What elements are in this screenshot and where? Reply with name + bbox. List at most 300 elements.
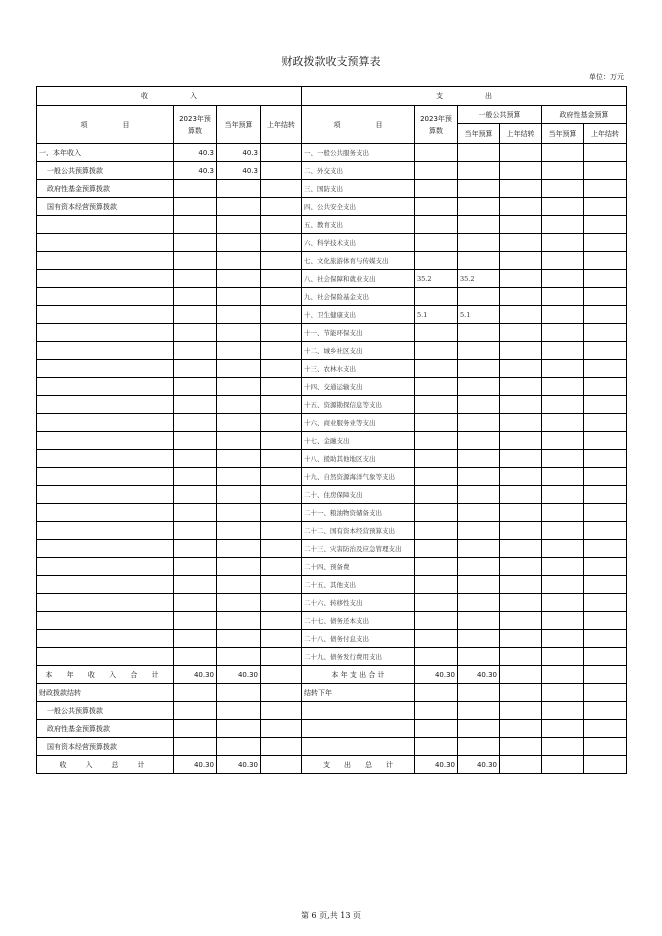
income-budget2023: [174, 288, 217, 306]
fund-carry: [584, 342, 627, 360]
carry-row: [37, 738, 627, 756]
general-current: [458, 288, 500, 306]
fund-current: [542, 738, 584, 756]
expense-budget2023: 5.1: [415, 306, 458, 324]
income-carry: [261, 468, 302, 486]
expense-budget2023: [415, 504, 458, 522]
income-budget2023: [174, 306, 217, 324]
income-item: 一、本年收入: [37, 144, 174, 162]
general-carry: [500, 396, 542, 414]
carry-row: [37, 702, 627, 720]
general-budget-header: 一般公共预算: [458, 106, 542, 124]
fund-current: [542, 666, 584, 684]
income-carry-header: 上年结转: [261, 106, 302, 144]
general-carry: [500, 162, 542, 180]
income-budget2023: [174, 630, 217, 648]
general-current-header: 当年预算: [458, 124, 500, 144]
income-carry: [261, 270, 302, 288]
fund-carry: [584, 738, 627, 756]
general-current: [458, 234, 500, 252]
table-row: [37, 378, 627, 396]
income-current: 40.3: [217, 144, 261, 162]
budget-table: [36, 86, 627, 774]
income-budget2023: [174, 594, 217, 612]
table-row: [37, 396, 627, 414]
table-row: [37, 162, 627, 180]
expense-item: 十一、节能环保支出: [302, 324, 415, 342]
expense-budget2023: [415, 486, 458, 504]
income-carry: [261, 162, 302, 180]
table-row: [37, 630, 627, 648]
income-item: [37, 522, 174, 540]
fund-current: [542, 324, 584, 342]
expense-item: 九、社会保险基金支出: [302, 288, 415, 306]
general-current: [458, 720, 500, 738]
income-item: [37, 288, 174, 306]
expense-budget2023: [415, 198, 458, 216]
fund-carry: [584, 576, 627, 594]
expense-budget2023: [415, 522, 458, 540]
fund-carry: [584, 216, 627, 234]
income-carry: [261, 702, 302, 720]
income-budget2023: [174, 684, 217, 702]
general-carry: [500, 648, 542, 666]
general-carry: [500, 342, 542, 360]
income-carry: [261, 414, 302, 432]
table-row: [37, 432, 627, 450]
expense-item: 十九、自然资源海洋气象等支出: [302, 468, 415, 486]
expense-budget2023: [415, 558, 458, 576]
fund-budget-header: 政府性基金预算: [542, 106, 627, 124]
expense-budget2023: [415, 450, 458, 468]
income-item: [37, 630, 174, 648]
income-carry: [261, 522, 302, 540]
expense-budget2023: [415, 324, 458, 342]
fund-carry: [584, 360, 627, 378]
expense-item: 支 出 总 计: [302, 756, 415, 774]
income-carry: [261, 756, 302, 774]
fund-current: [542, 360, 584, 378]
income-carry: [261, 324, 302, 342]
income-current-header: 当年预算: [217, 106, 261, 144]
general-current: [458, 414, 500, 432]
income-item: [37, 540, 174, 558]
general-current: 40.30: [458, 756, 500, 774]
income-current: [217, 540, 261, 558]
expense-item: 四、公共安全支出: [302, 198, 415, 216]
fund-current: [542, 378, 584, 396]
fund-carry: [584, 252, 627, 270]
income-carry: [261, 666, 302, 684]
expense-budget2023: [415, 630, 458, 648]
general-carry: [500, 216, 542, 234]
fund-carry: [584, 702, 627, 720]
income-carry: [261, 486, 302, 504]
general-carry: [500, 738, 542, 756]
fund-current: [542, 234, 584, 252]
income-carry: [261, 558, 302, 576]
income-budget2023: [174, 324, 217, 342]
general-current: [458, 252, 500, 270]
general-carry: [500, 612, 542, 630]
fund-current: [542, 756, 584, 774]
general-current: [458, 162, 500, 180]
income-current: [217, 648, 261, 666]
income-carry: [261, 612, 302, 630]
income-current: [217, 594, 261, 612]
fund-current: [542, 252, 584, 270]
income-item: 国有资本经营预算拨款: [37, 738, 174, 756]
general-current: [458, 468, 500, 486]
income-current: [217, 702, 261, 720]
expense-item: [302, 702, 415, 720]
income-current: [217, 576, 261, 594]
income-item: [37, 450, 174, 468]
general-current: [458, 432, 500, 450]
income-budget2023: [174, 360, 217, 378]
table-row: [37, 504, 627, 522]
income-carry: [261, 252, 302, 270]
expense-budget2023-header: 2023年预算数: [415, 106, 458, 144]
general-current: [458, 396, 500, 414]
fund-current: [542, 576, 584, 594]
income-item: [37, 594, 174, 612]
general-current: [458, 630, 500, 648]
expense-budget2023: [415, 378, 458, 396]
general-current: [458, 342, 500, 360]
expense-budget2023: 40.30: [415, 666, 458, 684]
table-row: [37, 450, 627, 468]
income-current: [217, 378, 261, 396]
income-budget2023: [174, 414, 217, 432]
table-row: [37, 414, 627, 432]
general-current: [458, 540, 500, 558]
income-budget2023: [174, 720, 217, 738]
fund-carry-header: 上年结转: [584, 124, 627, 144]
fund-current: [542, 198, 584, 216]
general-current: [458, 576, 500, 594]
fund-current: [542, 630, 584, 648]
table-row: [37, 468, 627, 486]
expense-budget2023: [415, 612, 458, 630]
page-footer: 第 6 页,共 13 页: [301, 911, 361, 920]
table-row: [37, 612, 627, 630]
fund-current: [542, 522, 584, 540]
income-current: [217, 306, 261, 324]
income-current: 40.30: [217, 666, 261, 684]
expense-item: 二十二、国有资本经营预算支出: [302, 522, 415, 540]
income-budget2023: [174, 522, 217, 540]
expense-budget2023: 35.2: [415, 270, 458, 288]
income-budget2023: 40.30: [174, 756, 217, 774]
income-budget2023: [174, 558, 217, 576]
income-budget2023: [174, 486, 217, 504]
expense-item: 十二、城乡社区支出: [302, 342, 415, 360]
fund-carry: [584, 144, 627, 162]
general-current: [458, 144, 500, 162]
income-budget2023: [174, 450, 217, 468]
income-carry: [261, 360, 302, 378]
income-item: [37, 486, 174, 504]
income-carry: [261, 450, 302, 468]
fund-carry: [584, 612, 627, 630]
income-item: [37, 252, 174, 270]
unit-label: 单位：万元: [589, 73, 624, 81]
expense-budget2023: [415, 396, 458, 414]
expense-item: 十七、金融支出: [302, 432, 415, 450]
income-carry: [261, 234, 302, 252]
income-current: [217, 216, 261, 234]
income-current: [217, 684, 261, 702]
expense-item: 十五、资源勘探信息等支出: [302, 396, 415, 414]
table-row: [37, 180, 627, 198]
subtotal-row: [37, 666, 627, 684]
fund-carry: [584, 486, 627, 504]
income-budget2023: [174, 378, 217, 396]
expense-item: 二十六、转移性支出: [302, 594, 415, 612]
general-carry: [500, 360, 542, 378]
general-carry: [500, 378, 542, 396]
income-current: [217, 630, 261, 648]
fund-carry: [584, 270, 627, 288]
income-carry: [261, 180, 302, 198]
income-item: [37, 270, 174, 288]
fund-current: [542, 684, 584, 702]
income-budget2023: [174, 396, 217, 414]
expense-budget2023: [415, 540, 458, 558]
income-item: [37, 324, 174, 342]
income-current: 40.3: [217, 162, 261, 180]
income-item: [37, 396, 174, 414]
expense-item: 十四、交通运输支出: [302, 378, 415, 396]
general-current: 40.30: [458, 666, 500, 684]
income-item: [37, 306, 174, 324]
expense-budget2023: [415, 414, 458, 432]
fund-carry: [584, 666, 627, 684]
income-item: [37, 648, 174, 666]
general-carry: [500, 756, 542, 774]
expense-item: 八、社会保障和就业支出: [302, 270, 415, 288]
general-carry: [500, 702, 542, 720]
income-budget2023: 40.30: [174, 666, 217, 684]
expense-budget2023: [415, 162, 458, 180]
fund-carry: [584, 684, 627, 702]
expense-item: 二十九、债务发行费用支出: [302, 648, 415, 666]
fund-carry: [584, 468, 627, 486]
income-item: 收 入 总 计: [37, 756, 174, 774]
income-current: [217, 360, 261, 378]
table-row: [37, 576, 627, 594]
fund-current: [542, 396, 584, 414]
fund-carry: [584, 540, 627, 558]
general-carry: [500, 324, 542, 342]
general-carry: [500, 234, 542, 252]
general-current: [458, 648, 500, 666]
table-row: [37, 594, 627, 612]
expense-item: 十八、援助其他地区支出: [302, 450, 415, 468]
general-current: [458, 360, 500, 378]
income-current: [217, 270, 261, 288]
income-current: [217, 414, 261, 432]
table-row: [37, 540, 627, 558]
fund-current: [542, 648, 584, 666]
income-budget2023: [174, 504, 217, 522]
table-row: [37, 198, 627, 216]
fund-carry: [584, 180, 627, 198]
general-carry: [500, 504, 542, 522]
expense-item: 五、教育支出: [302, 216, 415, 234]
expense-item-header: 项 目: [302, 106, 415, 144]
income-carry: [261, 342, 302, 360]
income-carry: [261, 594, 302, 612]
general-current: [458, 324, 500, 342]
income-current: [217, 738, 261, 756]
general-current: [458, 378, 500, 396]
fund-current: [542, 486, 584, 504]
general-carry: [500, 270, 542, 288]
general-carry: [500, 288, 542, 306]
income-budget2023: [174, 612, 217, 630]
general-carry: [500, 180, 542, 198]
expense-budget2023: [415, 288, 458, 306]
general-current: 5.1: [458, 306, 500, 324]
fund-carry: [584, 162, 627, 180]
expense-item: [302, 720, 415, 738]
income-carry: [261, 306, 302, 324]
expense-item: 本 年 支 出 合 计: [302, 666, 415, 684]
income-current: [217, 432, 261, 450]
general-carry: [500, 720, 542, 738]
income-item: 财政拨款结转: [37, 684, 174, 702]
expense-item: 二、外交支出: [302, 162, 415, 180]
income-item: [37, 414, 174, 432]
expense-budget2023: [415, 252, 458, 270]
fund-carry: [584, 756, 627, 774]
expense-budget2023: [415, 180, 458, 198]
fund-carry: [584, 558, 627, 576]
income-current: [217, 234, 261, 252]
table-row: [37, 486, 627, 504]
income-item: 政府性基金预算拨款: [37, 180, 174, 198]
general-carry: [500, 432, 542, 450]
income-item: 一般公共预算拨款: [37, 162, 174, 180]
fund-current: [542, 342, 584, 360]
income-current: [217, 522, 261, 540]
income-current: [217, 720, 261, 738]
expense-budget2023: [415, 342, 458, 360]
expense-budget2023: [415, 234, 458, 252]
income-budget2023: [174, 702, 217, 720]
general-current: [458, 594, 500, 612]
income-carry: [261, 720, 302, 738]
income-item: 本 年 收 入 合 计: [37, 666, 174, 684]
table-row: [37, 270, 627, 288]
general-carry-header: 上年结转: [500, 124, 542, 144]
general-current: [458, 180, 500, 198]
general-carry: [500, 630, 542, 648]
expense-budget2023: [415, 216, 458, 234]
fund-carry: [584, 630, 627, 648]
general-carry: [500, 522, 542, 540]
general-current: [458, 684, 500, 702]
income-current: [217, 180, 261, 198]
income-budget2023: [174, 540, 217, 558]
general-carry: [500, 558, 542, 576]
table-row: [37, 306, 627, 324]
fund-carry: [584, 432, 627, 450]
income-item: 国有资本经营预算拨款: [37, 198, 174, 216]
fund-current: [542, 306, 584, 324]
expense-item: 六、科学技术支出: [302, 234, 415, 252]
fund-carry: [584, 396, 627, 414]
income-carry: [261, 504, 302, 522]
income-carry: [261, 378, 302, 396]
income-carry: [261, 198, 302, 216]
expense-item: 二十、住房保障支出: [302, 486, 415, 504]
table-row: [37, 342, 627, 360]
fund-current: [542, 414, 584, 432]
fund-carry: [584, 378, 627, 396]
income-current: [217, 612, 261, 630]
general-carry: [500, 306, 542, 324]
expense-item: 三、国防支出: [302, 180, 415, 198]
income-carry: [261, 396, 302, 414]
expense-budget2023: [415, 360, 458, 378]
fund-carry: [584, 450, 627, 468]
income-current: [217, 486, 261, 504]
expense-item: 二十四、预备费: [302, 558, 415, 576]
expense-budget2023: [415, 738, 458, 756]
fund-current: [542, 432, 584, 450]
fund-current: [542, 468, 584, 486]
expense-budget2023: [415, 648, 458, 666]
expense-budget2023: [415, 432, 458, 450]
income-carry: [261, 738, 302, 756]
general-carry: [500, 144, 542, 162]
fund-current: [542, 504, 584, 522]
expense-item: 七、文化旅游体育与传媒支出: [302, 252, 415, 270]
general-carry: [500, 576, 542, 594]
income-item: [37, 432, 174, 450]
expense-budget2023: [415, 576, 458, 594]
expense-item: 结转下年: [302, 684, 415, 702]
fund-current: [542, 450, 584, 468]
table-row: [37, 252, 627, 270]
fund-carry: [584, 324, 627, 342]
table-row: [37, 522, 627, 540]
income-carry: [261, 540, 302, 558]
income-item-header: 项 目: [37, 106, 174, 144]
expense-budget2023: [415, 594, 458, 612]
income-item: [37, 342, 174, 360]
general-carry: [500, 198, 542, 216]
income-carry: [261, 432, 302, 450]
carry-row: [37, 720, 627, 738]
income-item: [37, 558, 174, 576]
general-carry: [500, 594, 542, 612]
general-current: 35.2: [458, 270, 500, 288]
fund-carry: [584, 306, 627, 324]
table-row: [37, 648, 627, 666]
fund-current: [542, 270, 584, 288]
fund-carry: [584, 594, 627, 612]
expense-budget2023: [415, 468, 458, 486]
income-budget2023: [174, 576, 217, 594]
fund-carry: [584, 234, 627, 252]
income-budget2023: [174, 198, 217, 216]
general-carry: [500, 252, 542, 270]
fund-carry: [584, 720, 627, 738]
